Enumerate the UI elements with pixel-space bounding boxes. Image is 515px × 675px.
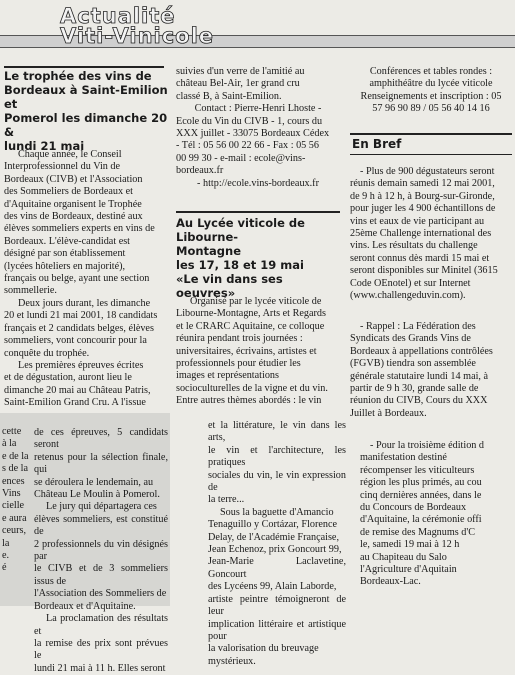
text-line: XXX juillet - 33075 Bordeaux Cédex — [176, 128, 330, 140]
text-line: Libourne-Montagne, Arts et Regards — [176, 308, 326, 320]
text-line: 2 professionnels du vin désignés par — [34, 538, 168, 563]
text-line: élèves sommeliers experts en vins de — [4, 223, 155, 235]
title-rule — [4, 66, 164, 68]
text-line: vins. Les résultats du challenge — [350, 240, 478, 252]
text-line: des Sommeliers de Bordeaux et — [4, 186, 134, 198]
text-fragment: é — [2, 562, 7, 574]
text-line: des vins de Bordeaux, destiné aux — [4, 211, 143, 223]
article-2-title — [176, 216, 344, 300]
title-line: «Le vin dans ses oeuvres» — [176, 272, 283, 300]
text-line: Interprofessionnel du Vin de — [4, 161, 121, 173]
text-fragment: e de la — [2, 450, 29, 462]
text-line: pour juger les 4 900 échantillons de — [350, 203, 496, 215]
text-fragment: e. — [2, 550, 10, 562]
text-line: sociales du vin, le vin expression de — [208, 469, 346, 494]
article-2-col-2 — [208, 420, 346, 668]
title-rule — [350, 133, 512, 135]
text-line: de remise des Magnums d'C — [360, 526, 476, 538]
text-line: l'Association des Sommeliers de — [34, 588, 167, 600]
text-line: mystérieux. — [208, 655, 256, 667]
text-line: manifestation destiné — [360, 452, 447, 464]
article-1-col-2 — [34, 427, 168, 675]
text-line: de ces épreuves, 5 candidats seront — [34, 427, 168, 451]
en-bref-item-3 — [360, 440, 515, 589]
text-line: La proclamation des résultats et — [34, 613, 168, 637]
text-line: classé B, à Saint-Emilion. — [176, 90, 282, 102]
text-line: au Chapiteau du Salo — [360, 551, 447, 563]
text-line: implication littéraire et artistique pour — [208, 618, 346, 642]
text-line: - Rappel : La Fédération des — [360, 321, 476, 332]
text-line: suivies d'un verre de l'amitié au — [176, 66, 305, 77]
text-line: Organisé par le lycée viticole de — [190, 296, 322, 307]
text-line: Chaque année, le Conseil — [18, 149, 122, 160]
text-line: Tenaguillo y Cortázar, Florence — [208, 519, 338, 531]
text-line: socioculturelles de la vigne et du vin. — [176, 382, 328, 394]
text-line: - Plus de 900 dégustateurs seront — [360, 166, 495, 177]
text-line: Château Le Moulin à Pomerol. — [34, 489, 160, 501]
text-line: Syndicats des Grands Vins de — [350, 333, 471, 345]
text-line: récompenser les viticulteurs — [360, 464, 475, 476]
text-line: (FGVB) tiendra son assemblée — [350, 358, 476, 370]
text-line: le CIVB et de 3 sommeliers issus de — [34, 563, 168, 587]
text-line: élèves sommeliers, est constitué de — [34, 513, 168, 538]
text-line: (lycées hôteliers en majorité), — [4, 260, 126, 272]
text-line: de 9 h à 12 h, à Bourg-sur-Gironde, — [350, 190, 495, 202]
text-fragment: Vins — [2, 488, 21, 500]
text-line: Deux jours durant, les dimanche — [18, 297, 151, 309]
title-line: lundi 21 mai — [4, 139, 85, 153]
text-line: réunion du CIVB, Cours du XXX — [350, 395, 488, 407]
text-line: l'Agriculture d'Aquitain — [360, 564, 457, 576]
text-line: - Pour la troisième édition d — [370, 440, 485, 451]
text-line: professionnels pour étudier les — [176, 358, 301, 370]
en-bref-item-2 — [350, 321, 512, 420]
text-line: Code OEnotel) et sur Internet — [350, 277, 471, 289]
text-fragment: e aura — [2, 512, 27, 524]
text-line: d'Aquitaine, la cérémonie offi — [360, 514, 482, 526]
text-line: château Bel-Air, 1er grand cru — [176, 78, 300, 90]
text-line: - http://ecole.vins-bordeaux.fr — [197, 177, 319, 189]
text-line: retenus pour la sélection finale, qui — [34, 451, 168, 476]
text-line: des Lycéens 99, Alain Laborde, — [208, 581, 337, 593]
text-fragment: ceurs, — [2, 525, 27, 537]
text-line: amphithéâtre du lycée viticole — [369, 78, 493, 90]
text-line: réunira pendant trois journées : — [176, 333, 303, 345]
en-bref-title: En Bref — [352, 137, 402, 151]
text-line: Jean-Marie Laclavetine, Goncourt — [208, 556, 346, 580]
en-bref-item-1 — [350, 166, 512, 302]
text-line: Juillet à Bordeaux. — [350, 407, 427, 419]
text-line: 25ème Challenge international des — [350, 228, 492, 240]
text-line: seront connus dès mardi 15 mai et — [350, 252, 490, 264]
article-2-col-1 — [176, 296, 340, 408]
text-fragment: ences — [2, 475, 25, 487]
text-line: Sous la baguette d'Amancio — [220, 506, 334, 518]
text-line: réunis demain samedi 12 mai 2001, — [350, 178, 495, 190]
title-rule — [176, 211, 340, 213]
text-line: lundi 21 mai à 11 h. Elles seront — [34, 662, 166, 674]
text-line: Entre autres thèmes abordés : le vin — [176, 395, 322, 407]
text-line: la valorisation du breuvage — [208, 643, 319, 655]
text-line: la remise des prix sont prévues le — [34, 637, 168, 662]
text-line: générale statutaire lundi 14 mai, à — [350, 370, 489, 382]
text-line: désigné par son établissement — [4, 248, 126, 260]
text-line: vins et eaux de vie participant au — [350, 215, 485, 227]
text-line: la terre... — [208, 494, 245, 506]
divider — [350, 154, 512, 155]
text-line: Contact : Pierre-Henri Lhoste - — [194, 103, 322, 115]
title-line: Le trophée des vins de — [4, 69, 152, 83]
title-line: les 17, 18 et 19 mai — [176, 258, 304, 272]
title-line: Montagne — [176, 244, 242, 258]
text-line: français et 2 candidats belges, élèves — [4, 322, 154, 334]
conference-info — [350, 66, 512, 116]
text-line: Bordeaux-Lac. — [360, 576, 421, 588]
text-line: universitaires, écrivains, artistes et — [176, 345, 317, 357]
side-fragments — [2, 426, 30, 575]
text-line: Bordeaux. L'élève-candidat est — [4, 235, 131, 247]
title-line: Au Lycée viticole de Libourne- — [176, 216, 305, 244]
text-line: le vin et l'architecture, les pratiques — [208, 444, 346, 469]
text-line: partir de 9 h 30, grande salle de — [350, 383, 479, 395]
article-1-col-1 — [4, 149, 168, 410]
text-fragment: à la — [2, 438, 17, 450]
text-line: images et représentations — [176, 370, 279, 382]
text-line: Delay, de l'Académie Française, — [208, 531, 340, 543]
text-line: conquête du trophée. — [4, 347, 90, 359]
text-line: cinq dernières années, dans le — [360, 489, 482, 501]
text-fragment: la — [2, 537, 10, 549]
text-line: Renseignements et inscription : 05 — [360, 90, 502, 102]
section-title-line1: Actualité — [60, 4, 176, 28]
text-line: 57 96 90 89 / 05 56 40 14 16 — [372, 103, 490, 115]
text-line: d'Aquitaine organisent le Trophée — [4, 198, 142, 210]
text-line: Jean Echenoz, prix Goncourt 99, — [208, 544, 342, 556]
text-line: Ecole du Vin du CIVB - 1, cours du — [176, 115, 323, 127]
text-line: sommellerie. — [4, 285, 57, 297]
text-line: Bordeaux (CIVB) et l'Association — [4, 173, 143, 185]
text-line: 20 et lundi 21 mai 2001, 18 candidats — [4, 310, 158, 322]
text-line: bordeaux.fr — [176, 165, 224, 177]
title-line: Bordeaux à Saint-Emilion et — [4, 83, 168, 111]
text-fragment: cette — [2, 426, 22, 437]
text-line: Les premières épreuves écrites — [18, 359, 144, 371]
text-fragment: cielle — [2, 500, 25, 512]
text-line: - Tél : 05 56 00 22 66 - Fax : 05 56 — [176, 140, 319, 152]
text-fragment: s de la — [2, 463, 29, 475]
text-line: français ou belge, ayant une section — [4, 273, 150, 285]
text-line: Conférences et tables rondes : — [369, 66, 493, 77]
text-line: Bordeaux et d'Aquitaine. — [34, 600, 136, 612]
article-1-title — [4, 69, 172, 153]
text-line: artiste peintre témoigneront de leur — [208, 593, 346, 618]
text-line: sommeliers, vont concourir pour la — [4, 335, 147, 347]
text-line: dimanche 20 mai au Château Patris, — [4, 384, 151, 396]
text-line: du Concours de Bordeaux — [360, 502, 467, 514]
text-line: le, samedi 19 mai à 12 h — [360, 539, 460, 551]
text-line: Bordeaux à appellations contrôlées — [350, 345, 493, 357]
text-line: Saint-Emilion Grand Cru. A l'issue — [4, 397, 146, 409]
section-title-line2: Viti-Vinicole — [60, 24, 215, 48]
text-line: (www.challengeduvin.com). — [350, 290, 466, 302]
text-line: et le CRARC Aquitaine, ce colloque — [176, 320, 325, 332]
article-1-col-3 — [176, 66, 340, 190]
text-line: et la littérature, le vin dans les arts, — [208, 420, 346, 444]
text-line: seront disponibles sur Minitel (3615 — [350, 265, 498, 277]
text-line: 00 99 30 - e-mail : ecole@vins- — [176, 152, 306, 164]
text-line: région les plus primés, au cou — [360, 477, 482, 489]
text-line: Le jury qui départagera ces — [46, 501, 157, 513]
title-line: Pomerol les dimanche 20 & — [4, 111, 168, 139]
text-line: se déroulera le lendemain, au — [34, 476, 154, 488]
text-line: et de dégustation, auront lieu le — [4, 372, 132, 384]
